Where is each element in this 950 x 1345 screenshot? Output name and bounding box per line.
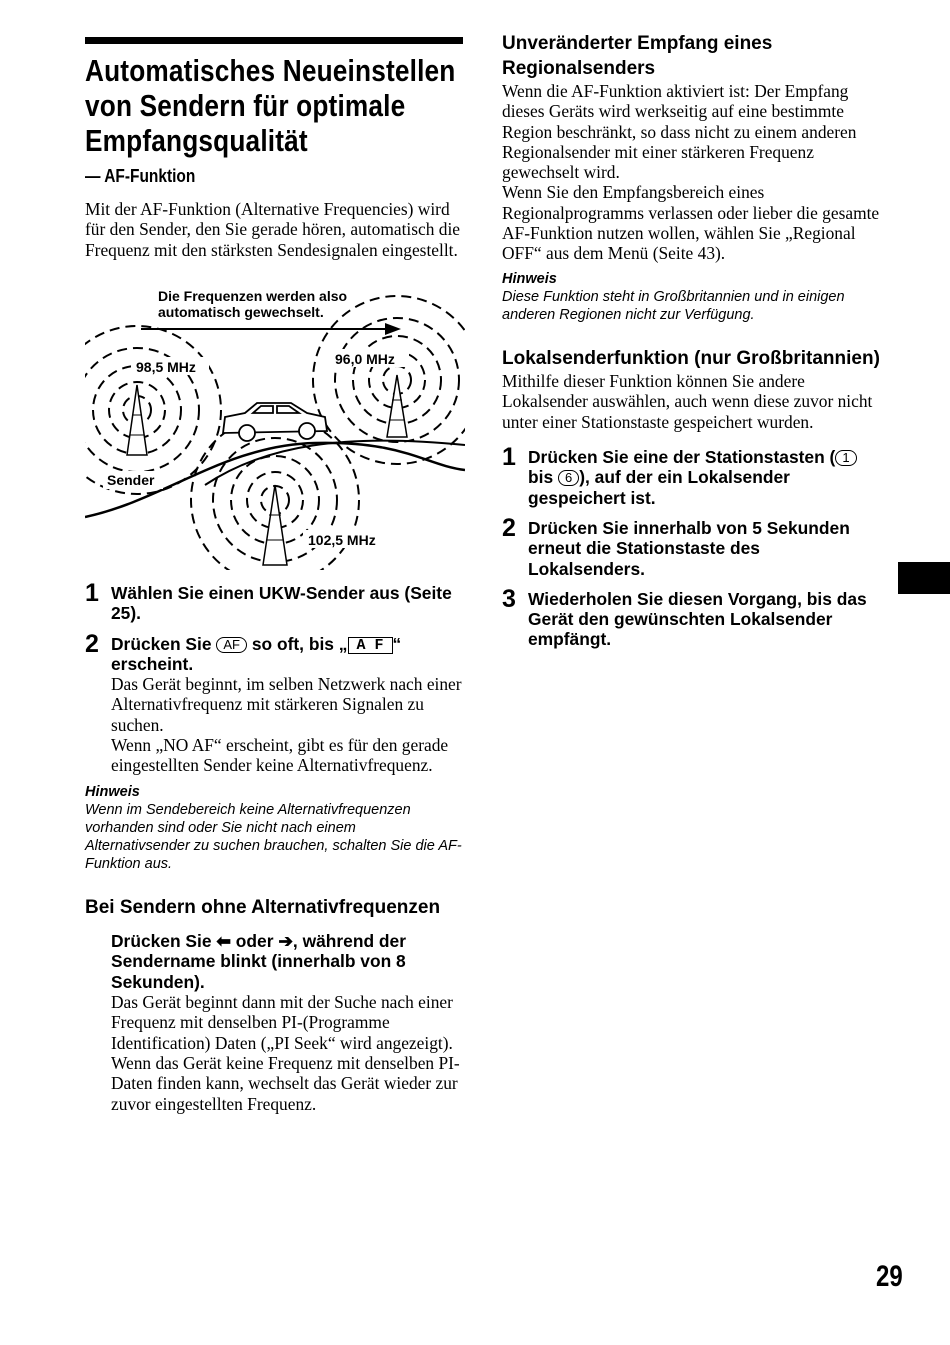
freq-label-96-0: 96,0 MHz — [335, 351, 395, 367]
preset-key-1-icon: 1 — [835, 450, 856, 466]
section-heading-regional: Unveränderter Empfang eines Regionalsenders — [502, 33, 773, 79]
note-block-right — [502, 271, 880, 324]
step-number: 1 — [502, 443, 516, 472]
page-number: 29 — [876, 1260, 903, 1293]
no-af-instruction — [85, 931, 463, 1114]
step-number: 2 — [502, 513, 516, 542]
step-description-1: Das Gerät beginnt, im selben Netzwerk nach einer Alternativfrequenz mit stärkeren Signalen zu suchen. — [111, 674, 462, 735]
af-step-1 — [85, 579, 463, 624]
arrow-left-icon: ⬅ — [216, 931, 231, 952]
regional-paragraph-2: Wenn Sie den Empfangsbereich eines Regionalprogramms verlassen oder lieber die gesamte AF-Funktion nutzen wollen, wählen Sie „Regional OFF“ aus dem Menü (Seite 43). — [502, 182, 880, 264]
section-heading-local: Lokalsenderfunktion (nur Großbritannien) — [502, 347, 880, 369]
title-rule — [85, 37, 463, 44]
instr-post: , während der Sendername blinkt (innerhalb von 8 Sekunden). — [111, 931, 406, 992]
instr-mid: oder — [235, 931, 274, 952]
step-text-pre: Drücken Sie — [111, 633, 212, 654]
no-af-description-2: Wenn das Gerät keine Frequenz mit denselben PI-Daten finden kann, wechselt das Gerät wieder zur zuvor eingestellten Frequenz. — [111, 1052, 460, 1114]
step-text — [528, 447, 880, 508]
instr-pre: Drücken Sie — [111, 931, 212, 952]
note-block — [85, 784, 463, 873]
left-steps — [85, 579, 463, 1114]
step-number: 2 — [85, 629, 99, 658]
subtitle: — AF-Funktion — [85, 166, 196, 186]
step-text — [111, 634, 463, 675]
page-title — [85, 54, 463, 159]
af-step-2 — [85, 629, 463, 776]
freq-label-98-5: 98,5 MHz — [136, 359, 196, 375]
local-step-2 — [502, 513, 880, 579]
step-number: 1 — [85, 579, 99, 607]
diagram-caption-line-1: Die Frequenzen werden also — [158, 288, 348, 304]
step-text-post: ), auf der ein Lokalsender gespeichert ist. — [528, 467, 790, 508]
af-diagram — [85, 285, 465, 570]
step-text-mid: bis — [528, 467, 554, 488]
local-step-3 — [502, 584, 880, 650]
step-description-2: Wenn „NO AF“ erscheint, gibt es für den gerade eingestellten Sender keine Alternativfrequenz. — [111, 735, 449, 776]
step-text-mid: so oft, bis „ — [251, 633, 348, 654]
preset-key-6-icon: 6 — [558, 470, 579, 486]
note-text: Wenn im Sendebereich keine Alternativfrequenzen vorhanden sind oder Sie nicht nach einem Alternativsender zu suchen brauchen, schalten Sie die AF-Funktion aus. — [85, 801, 462, 872]
right-column — [502, 32, 880, 650]
note-heading: Hinweis — [502, 270, 557, 287]
step-text: Wiederholen Sie diesen Vorgang, bis das Gerät den gewünschten Lokalsender empfängt. — [528, 588, 867, 650]
instruction-text — [111, 931, 463, 992]
freq-label-102-5: 102,5 MHz — [308, 532, 376, 548]
title-line-2: von Sendern für optimale — [85, 89, 406, 123]
step-text: Drücken Sie innerhalb von 5 Sekunden erneut die Stationstaste des Lokalsenders. — [528, 517, 850, 579]
no-af-description-1: Das Gerät beginnt dann mit der Suche nach einer Frequenz mit denselben PI-(Programme Identification) Daten („PI Seek“ wird angezeigt). — [111, 992, 453, 1053]
section-tab-marker — [898, 562, 950, 594]
step-text-pre: Drücken Sie eine der Stationstasten ( — [528, 447, 836, 468]
step-text: Wählen Sie einen UKW-Sender aus (Seite 25). — [111, 583, 452, 624]
note-heading: Hinweis — [85, 783, 140, 800]
section-heading-no-af: Bei Sendern ohne Alternativfrequenzen — [85, 896, 441, 918]
af-key-icon: AF — [216, 637, 247, 653]
intro-paragraph: Mit der AF-Funktion (Alternative Frequencies) wird für den Sender, den Sie gerade hören, automatisch die Frequenz mit den stärksten Sendesignalen eingestellt. — [85, 199, 461, 260]
step-text-post: “ erscheint. — [111, 633, 402, 674]
left-column — [85, 37, 463, 260]
local-paragraph: Mithilfe dieser Funktion können Sie andere Lokalsender auswählen, auch wenn diese zuvor nicht unter einer Stationstaste gespeichert wurden. — [502, 371, 873, 432]
regional-paragraph-1: Wenn die AF-Funktion aktiviert ist: Der Empfang dieses Geräts wird werkseitig auf eine bestimmte Region beschränkt, so dass nicht zu einem anderen Regionalsender mit einer stärkeren Frequenz gewechselt wird. — [502, 81, 857, 183]
title-line-1: Automatisches Neueinstellen — [85, 54, 456, 88]
local-step-1 — [502, 443, 880, 508]
title-line-3: Empfangsqualität — [85, 124, 308, 158]
step-number: 3 — [502, 584, 516, 613]
diagram-caption-line-2: automatisch gewechselt. — [158, 304, 324, 320]
arrow-right-icon: ➔ — [278, 931, 293, 952]
sender-label: Sender — [107, 472, 155, 488]
af-display-indicator: A F — [348, 637, 393, 654]
note-text: Diese Funktion steht in Großbritannien und in einigen anderen Regionen nicht zur Verfügung. — [502, 288, 845, 323]
af-diagram-illustration — [85, 285, 465, 570]
